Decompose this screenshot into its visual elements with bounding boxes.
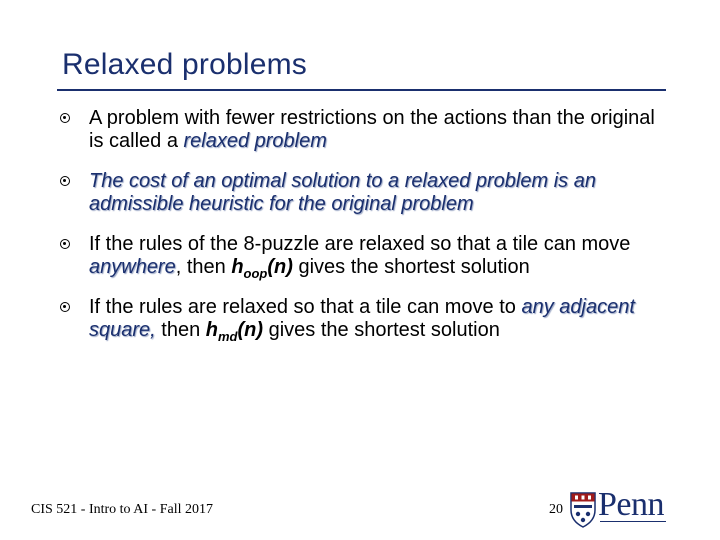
bullet-emphasis: any adjacent square, [89, 296, 635, 341]
bullet-emphasis: The cost of an optimal solution to a relaxed problem is an admissible heuristic for the original problem [89, 170, 596, 215]
slide-title: Relaxed problems [62, 48, 307, 81]
page-number: 20 [549, 502, 563, 517]
heuristic-subscript: oop [243, 265, 268, 281]
heuristic-argument: (n) [267, 255, 293, 278]
heuristic-argument: (n) [237, 318, 264, 341]
penn-shield-icon [570, 492, 596, 528]
bullet-text: then [155, 318, 206, 341]
heuristic-symbol: h [231, 255, 244, 278]
bullet-text: , then [175, 255, 232, 278]
bullet-item [60, 296, 670, 344]
bullet-text: A problem with fewer restrictions on the actions than the original is called a [89, 107, 655, 152]
bullet-marker-icon [60, 113, 70, 123]
bullet-marker-icon [60, 176, 70, 186]
bullet-text: gives the shortest solution [263, 318, 500, 341]
bullet-item [60, 107, 670, 152]
bullet-marker-icon [60, 239, 70, 249]
bullet-item [60, 233, 670, 281]
title-divider [57, 89, 666, 91]
bullet-text: If the rules are relaxed so that a tile can move to [89, 296, 522, 318]
bullet-emphasis: relaxed problem [183, 129, 327, 152]
bullet-text: If the rules of the 8-puzzle are relaxed so that a tile can move [89, 233, 631, 255]
bullet-item [60, 170, 670, 215]
heuristic-subscript: md [217, 328, 238, 344]
logo-wordmark: Penn [598, 486, 664, 523]
bullet-text: gives the shortest solution [292, 255, 530, 278]
heuristic-symbol: h [205, 318, 218, 341]
bullet-marker-icon [60, 302, 70, 312]
bullet-emphasis: anywhere [89, 255, 176, 278]
bullet-list [60, 107, 670, 359]
footer-course-label: CIS 521 - Intro to AI - Fall 2017 [31, 502, 213, 517]
logo-subline [600, 521, 666, 526]
penn-logo [570, 486, 670, 530]
